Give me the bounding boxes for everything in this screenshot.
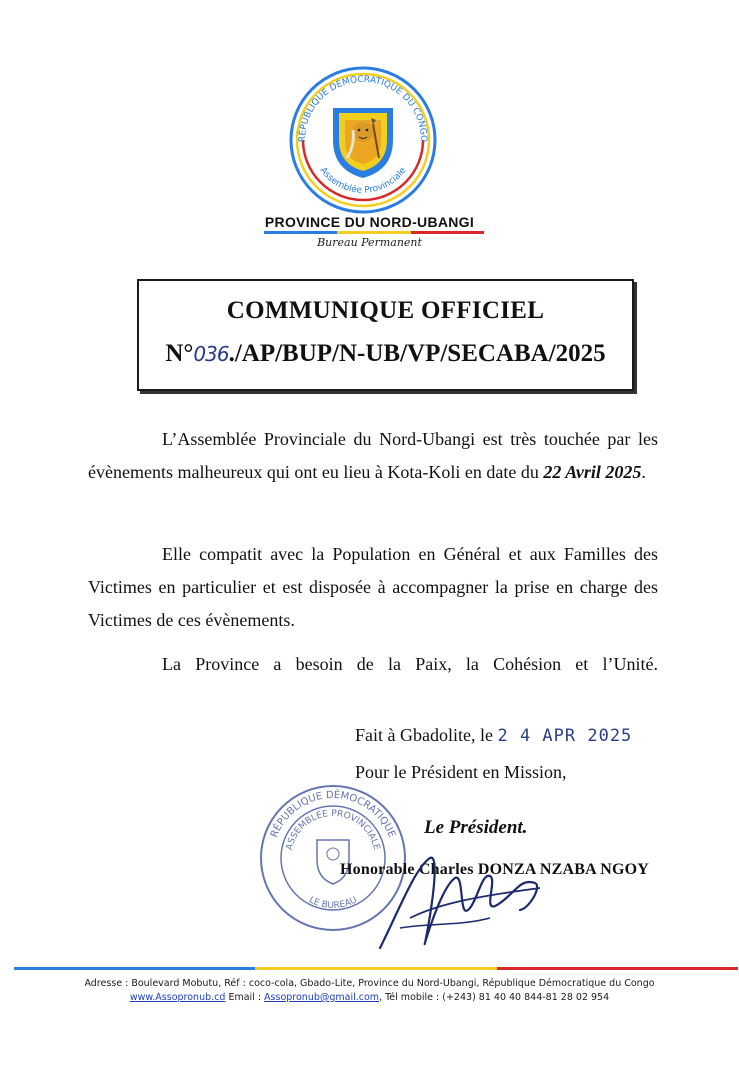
website-link[interactable]: www.Assopronub.cd (129, 992, 226, 1003)
phone-numbers: , Tél mobile : (+243) 81 40 40 844-81 28 02 954 (379, 992, 610, 1003)
email-label: Email : (228, 992, 262, 1003)
seal-text-bottom: Assemblée Provinciale (317, 165, 409, 196)
date-stamp: 2 4 APR 2025 (497, 726, 633, 746)
paragraph-2-text: Elle compatit avec la Population en Général et aux Familles des Victimes en particulier et est disposée à accompagner la prise en charge des Victimes de ces évènements. (88, 544, 658, 630)
handwritten-reference-number: 036 (193, 342, 229, 366)
assembly-emblem-logo (283, 60, 443, 220)
communique-title: COMMUNIQUE OFFICIEL (226, 297, 545, 324)
paragraph-2 (88, 538, 658, 637)
tricolor-divider-footer (14, 967, 738, 970)
place-prefix: Fait à Gbadolite, le (355, 725, 493, 745)
title-frame (137, 279, 634, 391)
signatory-name: Honorable Charles DONZA NZABA NGOY (340, 861, 650, 878)
reference-suffix: ./AP/BUP/N-UB/VP/SECABA/2025 (228, 340, 606, 367)
place-and-date (355, 725, 632, 746)
footer-contacts (0, 992, 739, 1003)
tricolor-divider-header (264, 231, 484, 234)
footer-address: Adresse : Boulevard Mobutu, Réf : coco-cola, Gbado-Lite, Province du Nord-Ubangi, République Démocratique du Congo (84, 978, 655, 989)
communique-reference (137, 340, 634, 368)
stamp-text-top: RÉPUBLIQUE DÉMOCRATIQUE (268, 789, 398, 840)
paragraph-1 (88, 423, 658, 489)
handwritten-signature (370, 848, 550, 958)
paragraph-1-text: L’Assemblée Provinciale du Nord-Ubangi est très touchée par les évènements malheureux qui ont eu lieu à Kota-Koli en date du (88, 429, 658, 482)
event-date: 22 Avril 2025 (543, 462, 642, 482)
paragraph-1-end: . (641, 462, 646, 482)
province-title: PROVINCE DU NORD-UBANGI (264, 214, 475, 230)
stamp-text-bottom: LE BUREAU (307, 895, 359, 912)
paragraph-3: La Province a besoin de la Paix, la Cohésion et l’Unité. (162, 654, 658, 674)
on-behalf-line: Pour le Président en Mission, (355, 762, 567, 782)
stamp-text-mid: ASSEMBLÉE PROVINCIALE (284, 808, 382, 852)
email-link[interactable]: Assopronub@gmail.com (264, 992, 380, 1003)
seal-text-top: RÉPUBLIQUE DÉMOCRATIQUE DU CONGO (297, 74, 429, 143)
signatory-title: Le Président. (424, 817, 528, 838)
reference-prefix: N° (165, 340, 194, 367)
bureau-subtitle: Bureau Permanent (317, 236, 422, 249)
